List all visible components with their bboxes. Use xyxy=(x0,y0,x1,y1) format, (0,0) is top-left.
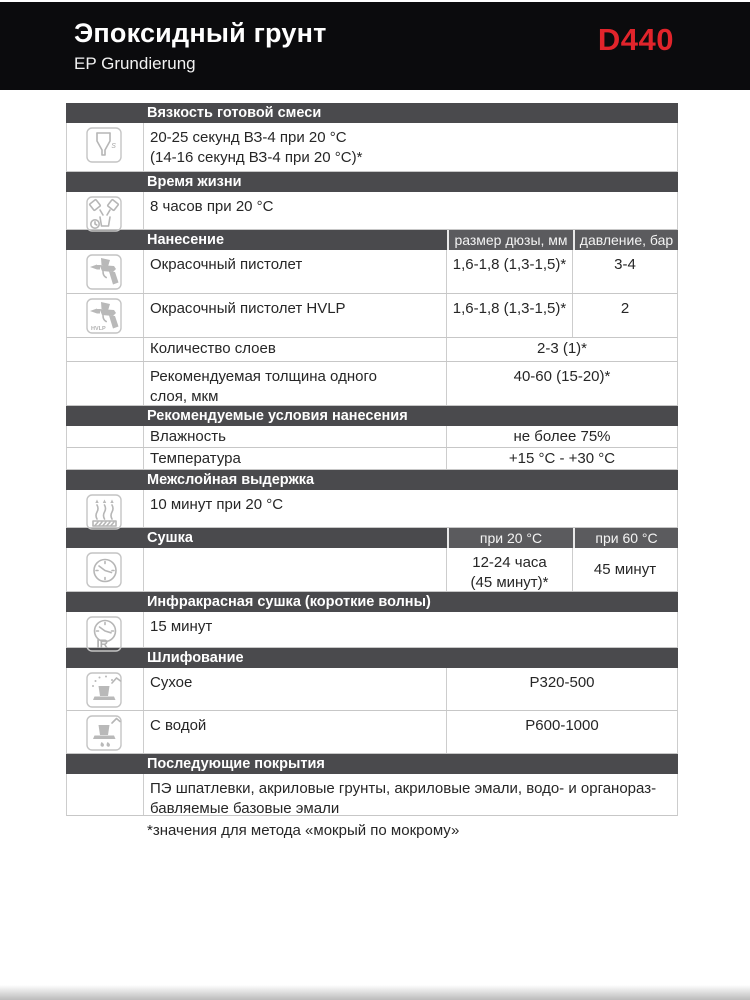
humidity-label: Влажность xyxy=(150,428,226,445)
thickness-label-line1: Рекомендуемая толщина одного xyxy=(150,368,377,385)
page-title: Эпоксидный грунт xyxy=(74,18,327,49)
temperature-label: Температура xyxy=(150,450,241,467)
coats-label: Количество слоев xyxy=(150,340,276,357)
table-row-pot-life xyxy=(66,192,678,230)
flash-off-value: 10 минут при 20 °С xyxy=(150,496,284,513)
table-row-flash-off xyxy=(66,490,678,528)
section-header-application xyxy=(66,230,678,250)
flow-cup-icon xyxy=(86,127,124,165)
table-row-wet-sanding xyxy=(66,711,678,754)
table-row-viscosity xyxy=(66,123,678,172)
application-row-label: Окрасочный пистолет xyxy=(150,256,303,273)
mixing-cans-clock-icon xyxy=(86,196,124,234)
table-row-spray-gun xyxy=(66,250,678,294)
section-header-flash-off xyxy=(66,470,678,490)
svg-text:IR: IR xyxy=(96,639,108,651)
evaporation-arrows-icon xyxy=(86,494,124,532)
column-header-at-60: при 60 °С xyxy=(573,528,678,548)
temperature-value: +15 °С - +30 °С xyxy=(446,448,677,469)
product-code: D440 xyxy=(597,22,674,57)
section-title: Шлифование xyxy=(147,650,244,666)
drying-at-20-line1: 12-24 часа xyxy=(472,554,547,571)
drying-at-20-value xyxy=(446,548,572,591)
nozzle-size-value: 1,6-1,8 (1,3-1,5)* xyxy=(446,250,572,293)
svg-text:s: s xyxy=(111,140,116,150)
coats-value: 2-3 (1)* xyxy=(446,338,677,361)
section-header-conditions xyxy=(66,406,678,426)
column-header-pressure: давление, бар xyxy=(573,230,678,250)
section-title: Время жизни xyxy=(147,174,242,190)
ir-clock-icon xyxy=(86,616,124,654)
section-title: Рекомендуемые условия нанесения xyxy=(147,408,408,424)
drying-at-20-line2: (45 минут)* xyxy=(470,574,549,591)
table-row-topcoats xyxy=(66,774,678,816)
topcoats-value xyxy=(144,774,677,815)
svg-text:HVLP: HVLP xyxy=(91,326,106,332)
application-row-label: Окрасочный пистолет HVLP xyxy=(150,300,346,317)
pressure-value: 3-4 xyxy=(572,250,677,293)
table-row-humidity xyxy=(66,426,678,448)
drying-row-label xyxy=(144,548,446,591)
clock-icon xyxy=(86,552,124,590)
section-header-pot-life xyxy=(66,172,678,192)
spray-gun-hvlp-icon xyxy=(86,298,124,336)
section-header-topcoats xyxy=(66,754,678,774)
column-header-nozzle: размер дюзы, мм xyxy=(447,230,573,250)
column-header-at-20: при 20 °С xyxy=(447,528,573,548)
sanding-grit-value: P320-500 xyxy=(446,668,677,710)
section-title: Инфракрасная сушка (короткие волны) xyxy=(147,594,431,610)
section-title: Нанесение xyxy=(147,232,225,248)
viscosity-line1: 20-25 секунд ВЗ-4 при 20 °С xyxy=(150,129,347,146)
section-header-sanding xyxy=(66,648,678,668)
sanding-grit-value: P600-1000 xyxy=(446,711,677,753)
topcoats-line2: бавляемые базовые эмали xyxy=(150,800,340,817)
section-header-drying xyxy=(66,528,678,548)
section-header-viscosity xyxy=(66,103,678,123)
ir-drying-value: 15 минут xyxy=(150,618,213,635)
thickness-label-line2: слоя, мкм xyxy=(150,388,219,405)
title-block xyxy=(0,18,327,73)
table-row-coats xyxy=(66,338,678,362)
section-title: Вязкость готовой смеси xyxy=(147,105,322,121)
pressure-value: 2 xyxy=(572,294,677,337)
table-row-thickness xyxy=(66,362,678,406)
page-bottom-shadow xyxy=(0,985,750,1000)
section-title: Последующие покрытия xyxy=(147,756,325,772)
footnote: *значения для метода «мокрый по мокрому» xyxy=(147,822,460,839)
thickness-value: 40-60 (15-20)* xyxy=(446,362,677,405)
sanding-row-label: С водой xyxy=(150,717,207,734)
table-row-dry-sanding xyxy=(66,668,678,711)
page-subtitle: EP Grundierung xyxy=(74,53,196,73)
section-title: Межслойная выдержка xyxy=(147,472,315,488)
spec-table xyxy=(66,103,678,816)
sanding-row-label: Сухое xyxy=(150,674,193,691)
viscosity-value xyxy=(144,123,677,171)
dry-sanding-block-icon xyxy=(86,672,124,710)
humidity-value: не более 75% xyxy=(446,426,677,447)
wet-sanding-block-icon xyxy=(86,715,124,753)
thickness-label xyxy=(144,362,446,405)
table-row-spray-gun-hvlp xyxy=(66,294,678,338)
pot-life-value: 8 часов при 20 °С xyxy=(150,198,274,215)
topcoats-line1: ПЭ шпатлевки, акриловые грунты, акриловые эмали, водо- и органораз- xyxy=(150,780,657,797)
nozzle-size-value: 1,6-1,8 (1,3-1,5)* xyxy=(446,294,572,337)
table-row-ir-drying xyxy=(66,612,678,651)
table-row-temperature xyxy=(66,448,678,470)
document-header xyxy=(0,2,750,90)
section-header-ir-drying xyxy=(66,592,678,612)
drying-at-60-value: 45 минут xyxy=(572,548,677,591)
spray-gun-icon xyxy=(86,254,124,292)
section-title: Сушка xyxy=(147,530,193,546)
table-row-drying xyxy=(66,548,678,592)
viscosity-line2: (14-16 секунд ВЗ-4 при 20 °С)* xyxy=(150,149,363,166)
